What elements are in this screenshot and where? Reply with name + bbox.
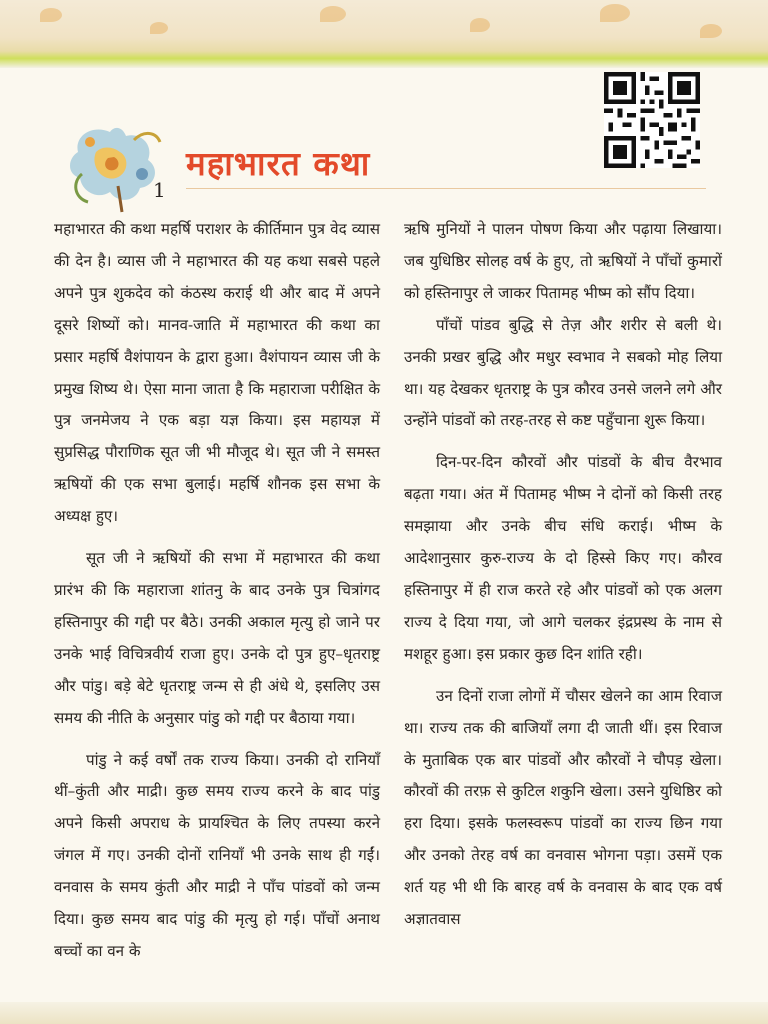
paragraph: दिन-पर-दिन कौरवों और पांडवों के बीच वैरभाव बढ़ता गया। अंत में पितामह भीष्म ने दोनों को किसी तरह समझाया और उनके बीच संधि कराई। भीष्म के आदेशानुसार कुरु-राज्य के दो हिस्से किए गए। कौरव हस्तिनापुर में ही राज करते रहे और पांडवों को एक अलग राज्य दे दिया गया, जो आगे चलकर इंद्रप्रस्थ के नाम से मशहूर हुआ। इस प्रकार कुछ दिन शांति रही। <box>404 453 722 663</box>
chapter-title: महाभारत कथा <box>186 144 371 183</box>
paragraph: सूत जी ने ऋषियों की सभा में महाभारत की कथा प्रारंभ की कि महाराजा शांतनु के बाद उनके पुत्र चित्रांगद हस्तिनापुर की गद्दी पर बैठे। उनकी अकाल मृत्यु हो जाने पर उनके भाई विचित्रवीर्य राजा हुए। उनके दो पुत्र हुए–धृतराष्ट्र और पांडु। बड़े बेटे धृतराष्ट्र जन्म से ही अंधे थे, इसलिए उस समय की नीति के अनुसार पांडु को गद्दी पर बैठाया गया। <box>54 549 380 727</box>
right-text-column <box>404 214 722 936</box>
paragraph: ऋषि मुनियों ने पालन पोषण किया और पढ़ाया लिखाया। जब युधिष्ठिर सोलह वर्ष के हुए, तो ऋषियों ने पाँचों कुमारों को हस्तिनापुर ले जाकर पितामह भीष्म को सौंप दिया। <box>404 220 722 302</box>
chapter-number: 1 <box>153 178 166 202</box>
title-divider <box>186 188 706 189</box>
left-text-column <box>54 214 380 968</box>
leaf-decoration <box>700 24 722 38</box>
decorative-header-band <box>0 0 768 68</box>
chapter-decorative-art <box>52 112 182 220</box>
leaf-decoration <box>600 4 630 22</box>
paragraph: पाँचों पांडव बुद्धि से तेज़ और शरीर से बली थे। उनकी प्रखर बुद्धि और मधुर स्वभाव ने सबको मोह लिया था। यह देखकर धृतराष्ट्र के पुत्र कौरव उनसे जलने लगे और उन्होंने पांडवों को तरह-तरह से कष्ट पहुँचाना शुरू किया। <box>404 315 722 430</box>
paragraph: उन दिनों राजा लोगों में चौसर खेलने का आम रिवाज था। राज्य तक की बाजियाँ लगा दी जाती थीं। इस रिवाज के मुताबिक एक बार पांडवों और कौरवों ने चौपड़ खेला। कौरवों की तरफ़ से कुटिल शकुनि खेला। उसने युधिष्ठिर को हरा दिया। इसके फलस्वरूप पांडवों का राज्य छिन गया और उनको तेरह वर्ष का वनवास भोगना पड़ा। उसमें एक शर्त यह भी थी कि बारह वर्ष के वनवास के बाद एक वर्ष अज्ञातवास <box>404 686 722 929</box>
leaf-decoration <box>150 22 168 34</box>
leaf-decoration <box>40 8 62 22</box>
paragraph: पांडु ने कई वर्षों तक राज्य किया। उनकी दो रानियाँ थीं–कुंती और माद्री। कुछ समय राज्य करने के बाद पांडु अपने किसी अपराध के प्रायश्चित के लिए तपस्या करने जंगल में गए। उनकी दोनों रानियाँ भी उनके साथ ही गईं। वनवास के समय कुंती और माद्री ने पाँच पांडवों को जन्म दिया। कुछ समय बाद पांडु की मृत्यु हो गई। पाँचों अनाथ बच्चों का वन के <box>54 750 380 960</box>
decorative-footer-band <box>0 1002 768 1024</box>
leaf-decoration <box>470 18 490 32</box>
paragraph: महाभारत की कथा महर्षि पराशर के कीर्तिमान पुत्र वेद व्यास की देन है। व्यास जी ने महाभारत की यह कथा सबसे पहले अपने पुत्र शुकदेव को कंठस्थ कराई थी और बाद में अपने दूसरे शिष्यों को। मानव-जाति में महाभारत की कथा का प्रसार महर्षि वैशंपायन के द्वारा हुआ। वैशंपायन व्यास जी के प्रमुख शिष्य थे। ऐसा माना जाता है कि महाराजा परीक्षित के पुत्र जनमेजय ने एक बड़ा यज्ञ किया। इस महायज्ञ में सुप्रसिद्ध पौराणिक सूत जी भी मौजूद थे। सूत जी ने समस्त ऋषियों की एक सभा बुलाई। महर्षि शौनक इस सभा के अध्यक्ष हुए। <box>54 220 380 526</box>
leaf-decoration <box>320 6 346 22</box>
qr-code-icon[interactable] <box>604 72 700 168</box>
